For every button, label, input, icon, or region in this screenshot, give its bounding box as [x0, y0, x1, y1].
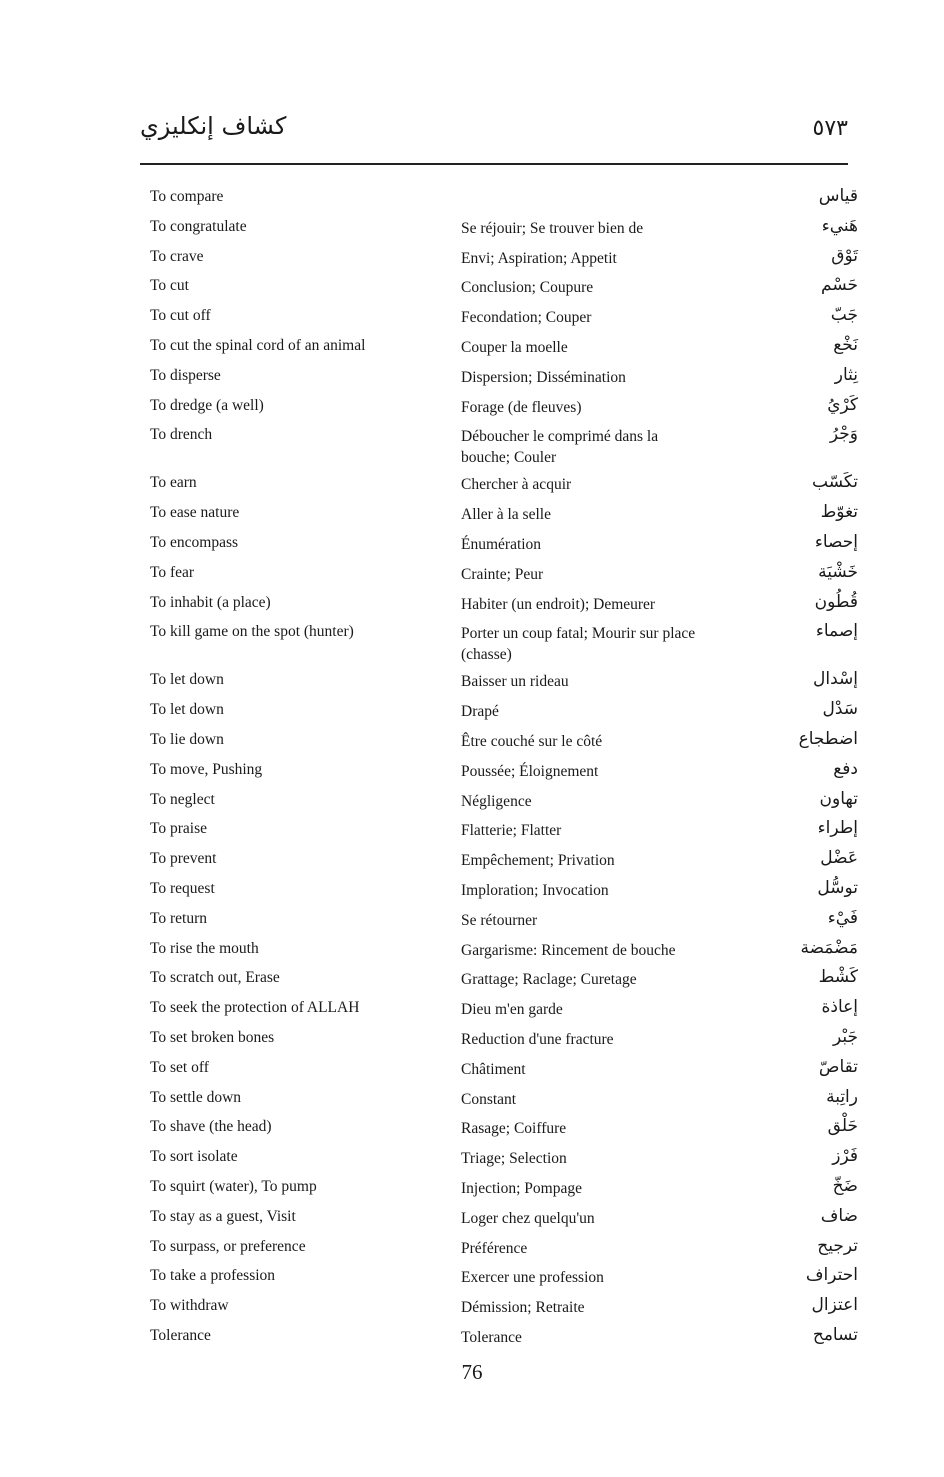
french-term: Déboucher le comprimé dans la bouche; Couler [461, 428, 659, 467]
english-term: To fear [150, 563, 195, 581]
french-term: Reduction d'une fracture [461, 1030, 614, 1048]
glossary-row [150, 937, 858, 970]
arabic-term: دفع [833, 758, 858, 779]
english-term: To compare [150, 188, 224, 205]
glossary-row [150, 188, 858, 218]
english-term: To request [150, 879, 215, 897]
english-term: To rise the mouth [150, 939, 259, 957]
english-term: To settle down [150, 1088, 242, 1106]
glossary-row [150, 504, 858, 534]
glossary-row [150, 215, 858, 248]
glossary-row [150, 1235, 858, 1268]
arabic-term: إطراء [817, 818, 858, 839]
arabic-term: إعاذة [821, 997, 858, 1018]
glossary-row [150, 1026, 858, 1059]
arabic-term: تقاصّ [818, 1056, 858, 1077]
arabic-term: تَوْق [831, 245, 858, 266]
french-term: Conclusion; Coupure [461, 279, 594, 297]
glossary-row [150, 969, 858, 999]
english-term: To take a profession [150, 1267, 276, 1285]
arabic-term: نَخْع [833, 334, 858, 355]
english-term: To prevent [150, 850, 217, 868]
french-term: Constant [461, 1090, 517, 1108]
english-term: To drench [150, 426, 213, 444]
english-term: To dredge (a well) [150, 396, 264, 414]
english-term: To ease nature [150, 504, 240, 522]
glossary-row [150, 394, 858, 427]
english-term: To return [150, 909, 208, 927]
english-term: To surpass, or preference [150, 1237, 306, 1255]
arabic-term: توسُّل [817, 877, 858, 898]
french-term: Crainte; Peur [461, 565, 544, 583]
french-term: Loger chez quelqu'un [461, 1209, 595, 1227]
arabic-term: إسْدال [813, 669, 858, 690]
english-term: To sort isolate [150, 1148, 238, 1166]
french-term: Énumération [461, 535, 542, 553]
french-term: Flatterie; Flatter [461, 822, 562, 840]
arabic-term: تهاون [819, 788, 858, 809]
french-term: Gargarisme: Rincement de bouche [461, 941, 676, 959]
arabic-term: جَبّ [830, 305, 858, 326]
french-term: Châtiment [461, 1060, 526, 1078]
arabic-term: كَرْيُ [827, 394, 858, 415]
english-term: To set off [150, 1058, 209, 1076]
header-page-number: ٥٧٣ [812, 116, 848, 141]
arabic-term: تكَسّب [812, 472, 858, 493]
glossary-row [150, 1267, 858, 1297]
page-header [140, 112, 848, 152]
arabic-term: نِثار [834, 364, 858, 385]
french-term: Exercer une profession [461, 1269, 604, 1287]
glossary-row [150, 623, 858, 671]
arabic-term: تسامح [812, 1324, 858, 1345]
glossary-row [150, 820, 858, 850]
french-term: Dispersion; Dissémination [461, 368, 626, 386]
glossary-row [150, 1175, 858, 1208]
arabic-term: فَرْز [832, 1146, 858, 1167]
arabic-term: وَجْرُ [829, 424, 858, 445]
english-term: To crave [150, 247, 204, 265]
glossary-row [150, 1086, 858, 1119]
english-term: To neglect [150, 790, 215, 808]
arabic-term: مَضْمَضة [800, 937, 858, 958]
english-term: Tolerance [150, 1326, 211, 1344]
arabic-term: ضَخّ [832, 1175, 858, 1196]
french-term: Grattage; Raclage; Curetage [461, 971, 637, 989]
arabic-term: كَشْط [818, 967, 858, 988]
french-term: Forage (de fleuves) [461, 398, 582, 416]
english-term: To squirt (water), To pump [150, 1177, 317, 1195]
french-term: Se rétourner [461, 911, 538, 929]
french-term: Dieu m'en garde [461, 1001, 563, 1019]
english-term: To set broken bones [150, 1028, 275, 1046]
french-term: Aller à la selle [461, 506, 551, 524]
glossary-row [150, 364, 858, 397]
french-term: Poussée; Éloignement [461, 762, 599, 780]
arabic-term: تغوّط [820, 502, 858, 523]
glossary-row [150, 1205, 858, 1238]
french-term: Couper la moelle [461, 338, 568, 356]
english-term: To encompass [150, 533, 239, 551]
english-term: To scratch out, Erase [150, 969, 280, 987]
glossary-row [150, 877, 858, 910]
glossary-row [150, 1297, 858, 1327]
english-term: To inhabit (a place) [150, 593, 271, 611]
french-term: Porter un coup fatal; Mourir sur place (chasse) [461, 625, 696, 664]
glossary-row [150, 245, 858, 278]
english-term: To earn [150, 474, 197, 492]
french-term: Triage; Selection [461, 1150, 567, 1168]
glossary-row [150, 277, 858, 307]
glossary-row [150, 850, 858, 880]
arabic-term: جَبْر [832, 1026, 858, 1047]
header-title: كشاف إنكليزي [140, 112, 287, 140]
glossary-row [150, 474, 858, 504]
english-term: To praise [150, 820, 208, 838]
french-term: Rasage; Coiffure [461, 1120, 567, 1138]
french-term: Baisser un rideau [461, 673, 569, 691]
arabic-term: إحصاء [814, 531, 858, 552]
glossary-row [150, 758, 858, 791]
arabic-term: عَضْل [820, 848, 858, 869]
glossary-row [150, 999, 858, 1029]
english-term: To shave (the head) [150, 1118, 272, 1136]
glossary-row [150, 1148, 858, 1178]
glossary-row [150, 728, 858, 761]
arabic-term: احتراف [805, 1265, 858, 1286]
arabic-term: إصماء [815, 621, 858, 642]
glossary-row [150, 307, 858, 337]
english-term: To seek the protection of ALLAH [150, 999, 360, 1017]
french-term: Drapé [461, 703, 499, 721]
header-divider [140, 163, 848, 165]
glossary-row [150, 788, 858, 821]
english-term: To cut off [150, 307, 211, 325]
english-term: To disperse [150, 366, 221, 384]
french-term: Tolerance [461, 1328, 522, 1346]
glossary-row [150, 701, 858, 731]
english-term: To let down [150, 701, 224, 719]
french-term: Envi; Aspiration; Appetit [461, 249, 617, 267]
arabic-term: فَيْء [827, 907, 858, 928]
arabic-term: خَشْيَة [818, 561, 858, 582]
french-term: Préférence [461, 1239, 528, 1257]
arabic-term: ترجيح [817, 1235, 858, 1256]
glossary-row [150, 1118, 858, 1148]
french-term: Négligence [461, 792, 532, 810]
french-term: Se réjouir; Se trouver bien de [461, 219, 644, 237]
english-term: To lie down [150, 730, 224, 748]
arabic-term: راتِبة [826, 1086, 858, 1107]
french-term: Injection; Pompage [461, 1179, 582, 1197]
glossary-row [150, 591, 858, 624]
french-term: Imploration; Invocation [461, 881, 609, 899]
french-term: Habiter (un endroit); Demeurer [461, 595, 656, 613]
glossary-row [150, 1324, 858, 1357]
english-term: To kill game on the spot (hunter) [150, 623, 354, 641]
arabic-term: حَسْم [821, 275, 858, 296]
english-term: To let down [150, 671, 224, 689]
english-term: To move, Pushing [150, 760, 263, 778]
french-term: Fecondation; Couper [461, 309, 592, 327]
french-term: Démission; Retraite [461, 1299, 585, 1317]
english-term: To stay as a guest, Visit [150, 1207, 296, 1225]
arabic-term: اضطجاع [798, 728, 858, 749]
arabic-term: حَلْق [827, 1116, 858, 1137]
arabic-term: سَدْل [822, 699, 858, 720]
glossary-row [150, 561, 858, 594]
arabic-term: هَنيء [821, 215, 858, 236]
glossary-row [150, 907, 858, 940]
glossary-row [150, 426, 858, 474]
arabic-term: قياس [818, 186, 858, 206]
french-term: Empêchement; Privation [461, 852, 615, 870]
french-term: Être couché sur le côté [461, 732, 603, 750]
english-term: To congratulate [150, 217, 247, 235]
glossary-entries [150, 188, 858, 1357]
glossary-row [150, 1056, 858, 1089]
french-term: Chercher à acquir [461, 476, 572, 494]
english-term: To cut the spinal cord of an animal [150, 336, 366, 354]
english-term: To cut [150, 277, 189, 295]
glossary-row [150, 334, 858, 367]
arabic-term: ضاف [820, 1205, 858, 1226]
arabic-term: قُطُون [814, 591, 858, 612]
footer-page-number: 76 [461, 1360, 483, 1384]
arabic-term: اعتزال [811, 1295, 858, 1316]
glossary-row [150, 671, 858, 701]
english-term: To withdraw [150, 1297, 229, 1315]
glossary-row [150, 531, 858, 564]
